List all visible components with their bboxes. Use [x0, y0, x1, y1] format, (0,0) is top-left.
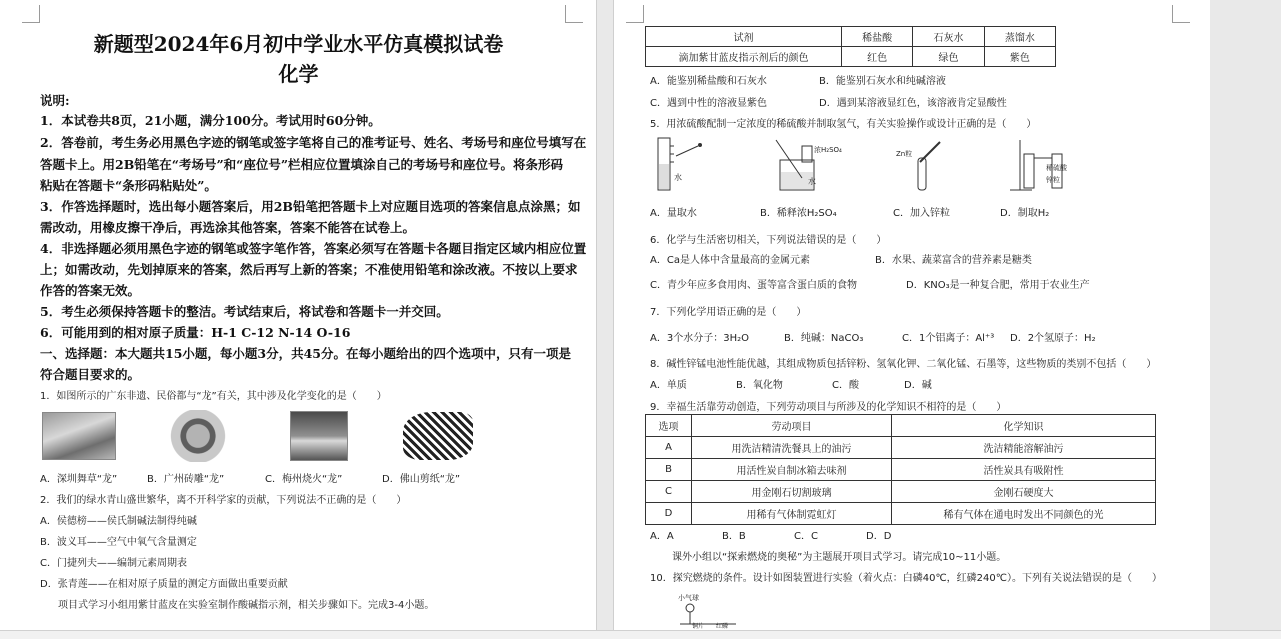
table-cell: 活性炭具有吸附性	[892, 459, 1156, 481]
q2-option-a: A．侯德榜——侯氏制碱法制得纯碱	[40, 516, 197, 527]
table-cell: 紫色	[984, 47, 1055, 67]
instruction-line: 2．答卷前，考生务必用黑色字迹的钢笔或签字笔将自己的准考证号、姓名、考场号和座位号填写在	[40, 135, 587, 150]
question-2: 2．我们的绿水青山盛世繁华，离不开科学家的贡献，下列说法不正确的是（ ）	[40, 495, 407, 506]
label-balloon: 小气球	[678, 594, 699, 602]
q4-option-a: A．能鉴别稀盐酸和石灰水	[650, 76, 767, 87]
status-bar	[0, 630, 1281, 639]
question-8: 8．碱性锌锰电池性能优越，其组成物质包括锌粉、氢氧化钾、二氧化锰、石墨等，这些物质的类别不包括（ ）	[650, 359, 1157, 370]
q8-option-c: C．酸	[832, 380, 859, 391]
instructions-heading: 说明:	[40, 93, 70, 108]
dragon-dance-image	[42, 412, 116, 460]
q6-option-b: B．水果、蔬菜富含的营养素是糖类	[875, 255, 1032, 266]
q8-option-d: D．碱	[904, 380, 932, 391]
document-page-1	[0, 0, 597, 630]
table-cell: D	[646, 503, 692, 525]
table-header-cell: 蒸馏水	[984, 27, 1055, 47]
adding-zinc-diagram	[894, 136, 966, 194]
hydrogen-generator-diagram	[1002, 136, 1082, 194]
section-heading: 符合题目要求的。	[40, 367, 141, 382]
instruction-line: 3．作答选择题时，选出每小题答案后，用2B铅笔把答题卡上对应题目选项的答案信息点涂黑；如	[40, 199, 581, 214]
q1-option-d: D．佛山剪纸“龙”	[382, 474, 461, 485]
table-cell: 金刚石硬度大	[892, 481, 1156, 503]
q7-option-c: C．1个铝离子：Al⁺³	[902, 333, 995, 344]
q5-option-a: A．量取水	[650, 208, 697, 219]
instruction-line: 作答的答案无效。	[40, 283, 141, 298]
label-zinc: 锌粒	[1046, 176, 1060, 184]
instruction-line: 1．本试卷共8页，21小题，满分100分。考试用时60分钟。	[40, 113, 381, 128]
q34-intro: 项目式学习小组用紫甘蓝皮在实验室制作酸碱指示剂，相关步骤如下。完成3-4小题。	[58, 600, 435, 611]
table-cell: 稀有气体在通电时发出不同颜色的光	[892, 503, 1156, 525]
table-cell: 洗洁精能溶解油污	[892, 437, 1156, 459]
document-page-2	[613, 0, 1210, 630]
q9-option-d: D．D	[866, 531, 892, 542]
table-header-cell: 石灰水	[913, 27, 984, 47]
table-row	[646, 459, 1156, 481]
table-cell: 绿色	[913, 47, 984, 67]
table-cell: 红色	[842, 47, 913, 67]
q9-option-c: C．C	[794, 531, 818, 542]
q9-option-a: A．A	[650, 531, 674, 542]
table-header-row	[646, 415, 1156, 437]
q1011-intro: 课外小组以“探索燃烧的奥秘”为主题展开项目式学习。请完成10~11小题。	[672, 552, 1007, 563]
instruction-line: 需改动，用橡皮擦干净后，再选涂其他答案，答案不能答在试卷上。	[40, 220, 416, 235]
question-10: 10．探究燃烧的条件。设计如图装置进行实验（着火点：白磷40℃，红磷240℃）。下列有关说法错误的是（ ）	[650, 573, 1162, 584]
q7-option-d: D．2个氢原子：H₂	[1010, 333, 1096, 344]
table-cell: A	[646, 437, 692, 459]
dilution-beaker-diagram	[772, 138, 852, 194]
table-cell: 用洗洁精清洗餐具上的油污	[692, 437, 892, 459]
table-cell: 用金刚石切割玻璃	[692, 481, 892, 503]
canvas-background	[1211, 0, 1281, 630]
label-dilute-acid: 稀硫酸	[1046, 164, 1067, 172]
table-header-row	[646, 27, 1056, 47]
page-corner-mark	[626, 5, 644, 23]
q5-option-b: B．稀释浓H₂SO₄	[760, 208, 837, 219]
brick-carving-dragon-image	[170, 410, 226, 462]
q4-option-d: D．遇到某溶液显红色，该溶液肯定显酸性	[819, 98, 1007, 109]
q2-option-b: B．波义耳——空气中氧气含量测定	[40, 537, 197, 548]
q5-option-c: C．加入锌粒	[893, 208, 950, 219]
q7-option-a: A．3个水分子：3H₂O	[650, 333, 749, 344]
page-corner-mark	[1172, 5, 1190, 23]
q2-option-d: D．张青莲——在相对原子质量的测定方面做出重要贡献	[40, 579, 288, 590]
table-cell: 用稀有气体制霓虹灯	[692, 503, 892, 525]
labor-knowledge-table	[645, 414, 1156, 525]
table-cell: C	[646, 481, 692, 503]
table-header-cell: 试剂	[646, 27, 842, 47]
instruction-line: 粘贴在答题卡“条形码粘贴处”。	[40, 178, 217, 193]
q6-option-d: D．KNO₃是一种复合肥，常用于农业生产	[906, 280, 1090, 291]
question-5: 5．用浓硫酸配制一定浓度的稀硫酸并制取氢气，有关实验操作或设计正确的是（ ）	[650, 119, 1037, 130]
instruction-line: 答题卡上。用2B铅笔在“考场号”和“座位号”栏相应位置填涂自己的考场号和座位号。将条形码	[40, 157, 564, 172]
q7-option-b: B．纯碱：NaCO₃	[784, 333, 864, 344]
table-row	[646, 47, 1056, 67]
page-corner-mark	[565, 5, 583, 23]
table-row	[646, 437, 1156, 459]
exam-subject: 化学	[278, 62, 319, 86]
table-header-cell: 劳动项目	[692, 415, 892, 437]
fire-dragon-image	[290, 411, 348, 461]
table-header-cell: 稀盐酸	[842, 27, 913, 47]
q6-option-a: A．Ca是人体中含量最高的金属元素	[650, 255, 810, 266]
q4-option-b: B．能鉴别石灰水和纯碱溶液	[819, 76, 946, 87]
instruction-line: 6．可能用到的相对原子质量：H-1 C-12 N-14 O-16	[40, 325, 351, 340]
question-7: 7．下列化学用语正确的是（ ）	[650, 307, 807, 318]
exam-title: 新题型2024年6月初中学业水平仿真模拟试卷	[93, 32, 504, 56]
table-row	[646, 481, 1156, 503]
page-corner-mark	[22, 5, 40, 23]
q4-option-c: C．遇到中性的溶液显紫色	[650, 98, 767, 109]
label-zn: Zn粒	[896, 150, 913, 158]
indicator-color-table	[645, 26, 1056, 67]
label-conc-acid: 浓H₂SO₄	[814, 146, 842, 154]
table-row	[646, 503, 1156, 525]
section-heading: 一、选择题：本大题共15小题，每小题3分，共45分。在每小题给出的四个选项中，只有一项是	[40, 346, 571, 361]
page-gutter	[598, 0, 613, 630]
label-water-2: 水	[808, 177, 816, 186]
q6-option-c: C．青少年应多食用肉、蛋等富含蛋白质的食物	[650, 280, 857, 291]
table-header-cell: 化学知识	[892, 415, 1156, 437]
instruction-line: 上；如需改动，先划掉原来的答案，然后再写上新的答案；不准使用铅笔和涂改液。不按以上要求	[40, 262, 578, 277]
question-1: 1．如图所示的广东非遗、民俗都与“龙”有关，其中涉及化学变化的是（ ）	[40, 391, 387, 402]
paper-cut-dragon-image	[403, 412, 473, 460]
question-6: 6．化学与生活密切相关，下列说法错误的是（ ）	[650, 235, 887, 246]
table-cell: 滴加紫甘蓝皮指示剂后的颜色	[646, 47, 842, 67]
label-copper: 铜片	[692, 623, 705, 630]
q8-option-a: A．单质	[650, 380, 687, 391]
instruction-line: 4．非选择题必须用黑色字迹的钢笔或签字笔作答，答案必须写在答题卡各题目指定区域内相应位置	[40, 241, 587, 256]
q1-option-c: C．梅州烧火“龙”	[265, 474, 343, 485]
q8-option-b: B．氧化物	[736, 380, 783, 391]
label-red-phosphorus: 红磷	[716, 623, 729, 630]
table-header-cell: 选项	[646, 415, 692, 437]
instruction-line: 5．考生必须保持答题卡的整洁。考试结束后，将试卷和答题卡一并交回。	[40, 304, 449, 319]
table-cell: 用活性炭自制冰箱去味剂	[692, 459, 892, 481]
table-cell: B	[646, 459, 692, 481]
graduated-cylinder-diagram	[650, 134, 710, 194]
q9-option-b: B．B	[722, 531, 746, 542]
q2-option-c: C．门捷列夫——编制元素周期表	[40, 558, 187, 569]
combustion-apparatus-diagram	[676, 590, 746, 630]
q5-option-d: D．制取H₂	[1000, 208, 1050, 219]
question-9: 9．幸福生活靠劳动创造，下列劳动项目与所涉及的化学知识不相符的是（ ）	[650, 402, 1007, 413]
label-water: 水	[674, 173, 682, 182]
q1-option-b: B．广州砖雕“龙”	[147, 474, 225, 485]
q1-option-a: A．深圳舞草“龙”	[40, 474, 118, 485]
